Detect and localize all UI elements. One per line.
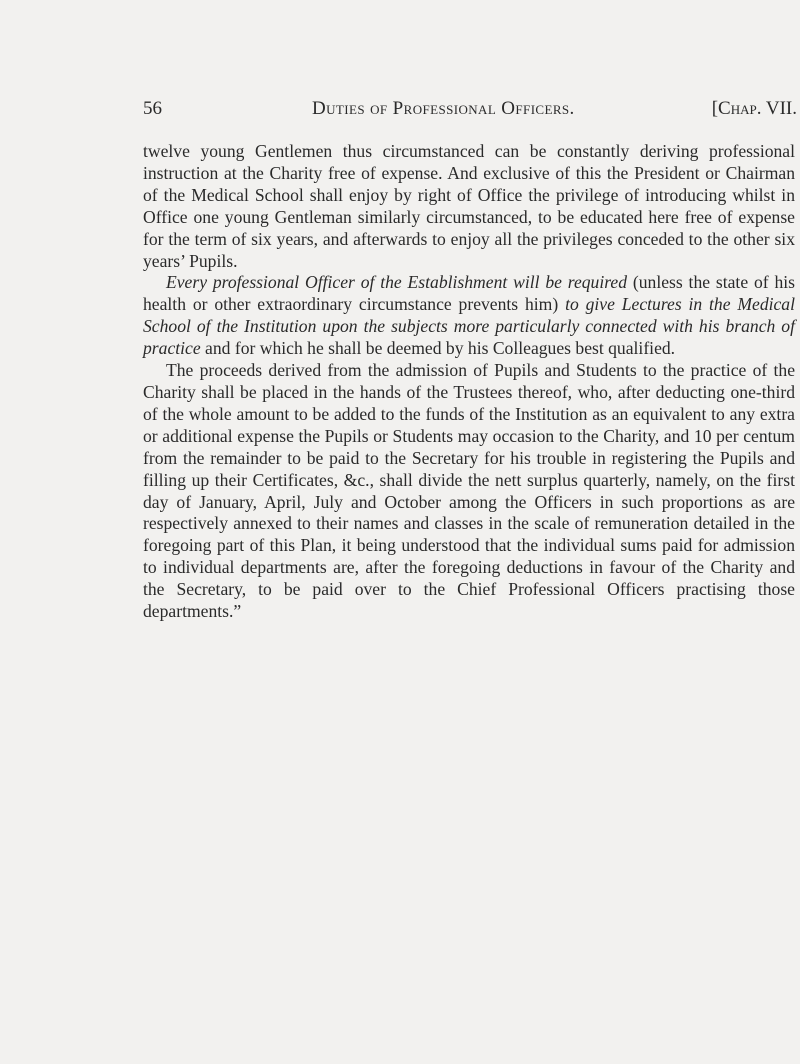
paragraph-1: twelve young Gentlemen thus circumstanced can be constantly deriving professional instruction at the Charity free of expense. And exclusive of this the President or Chairman of the Medical School shall enjoy by right of Office the privilege of introducing whilst in Office one young Gentleman similarly circumstanced, to be educated here free of expense for the term of six years, and afterwards to enjoy all the privileges conceded to the other six years’ Pupils.	[143, 141, 795, 271]
paragraph-2-italic-1: Every professional Officer of the Establishment will be required	[166, 272, 628, 293]
page-number: 56	[143, 98, 162, 119]
body-text	[143, 141, 795, 623]
paragraph-2	[143, 272, 795, 360]
running-title: Duties of Professional Officers.	[312, 98, 575, 119]
paragraph-2-text-1: (unless the state of his health or other extraordinary circumstance prevents him)	[143, 272, 795, 315]
running-head	[143, 97, 797, 121]
chapter-label: [Chap. VII.	[711, 98, 797, 119]
paragraph-2-italic-2: to give Lectures in the Medical School of the Institution upon the subjects more particularly connected with his branch of practice	[143, 294, 795, 359]
paragraph-2-text-2: and for which he shall be deemed by his Colleagues best qualified.	[200, 338, 676, 359]
paragraph-3: The proceeds derived from the admission of Pupils and Students to the practice of the Charity shall be placed in the hands of the Trustees thereof, who, after deducting one-third of the whole amount to be added to the funds of the Institution as an equivalent to any extra or additional expense the Pupils or Students may occasion to the Charity, and 10 per centum from the remainder to be paid to the Secretary for his trouble in registering the Pupils and filling up their Certificates, &c., shall divide the nett surplus quarterly, namely, on the first day of January, April, July and October among the Officers in such proportions as are respectively annexed to their names and classes in the scale of remuneration detailed in the foregoing part of this Plan, it being understood that the individual sums paid for admission to individual departments are, after the foregoing deductions in favour of the Charity and the Secretary, to be paid over to the Chief Professional Officers practising those departments.”	[143, 360, 795, 622]
